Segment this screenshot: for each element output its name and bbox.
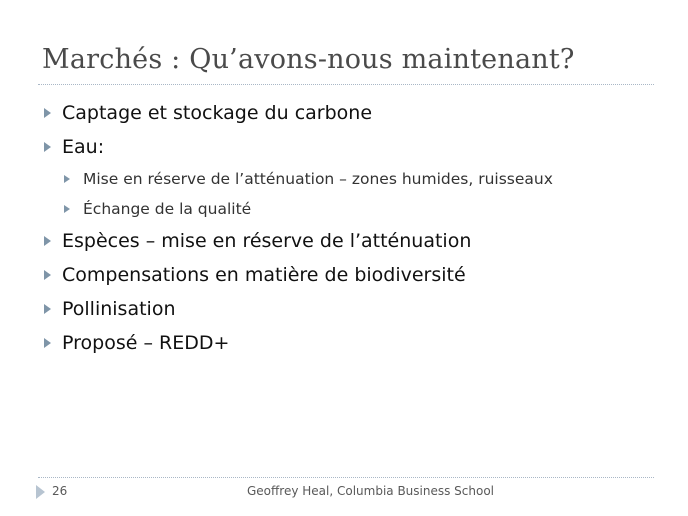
triangle-right-icon (36, 485, 45, 499)
bullet-text: Pollinisation (62, 298, 176, 320)
footer-credit: Geoffrey Heal, Columbia Business School (247, 484, 495, 498)
triangle-right-icon (44, 304, 51, 314)
bullet-text: Eau: (62, 136, 105, 158)
bullet-item (40, 224, 660, 258)
bullet-item (40, 130, 660, 164)
page-number: 26 (52, 484, 68, 498)
triangle-right-icon (44, 142, 51, 152)
bullet-item (40, 326, 660, 360)
triangle-right-icon (44, 236, 51, 246)
sub-bullet-text: Mise en réserve de l’atténuation – zones humides, ruisseaux (83, 170, 553, 188)
triangle-right-icon (44, 270, 51, 280)
bullet-text: Captage et stockage du carbone (62, 102, 373, 124)
sub-bullet-item (40, 164, 660, 194)
sub-bullet-text: Échange de la qualité (83, 200, 252, 218)
bullet-text: Proposé – REDD+ (62, 332, 230, 354)
footer-divider (38, 477, 654, 478)
triangle-right-icon (64, 175, 70, 183)
triangle-right-icon (44, 108, 51, 118)
bullet-item (40, 292, 660, 326)
bullet-list (40, 96, 660, 360)
bullet-item (40, 96, 660, 130)
bullet-item (40, 258, 660, 292)
bullet-text: Espèces – mise en réserve de l’atténuation (62, 230, 472, 252)
sub-bullet-item (40, 194, 660, 224)
triangle-right-icon (64, 205, 70, 213)
bullet-text: Compensations en matière de biodiversité (62, 264, 466, 286)
slide-title: Marchés : Qu’avons-nous maintenant? (42, 44, 575, 75)
triangle-right-icon (44, 338, 51, 348)
title-divider (38, 84, 654, 85)
